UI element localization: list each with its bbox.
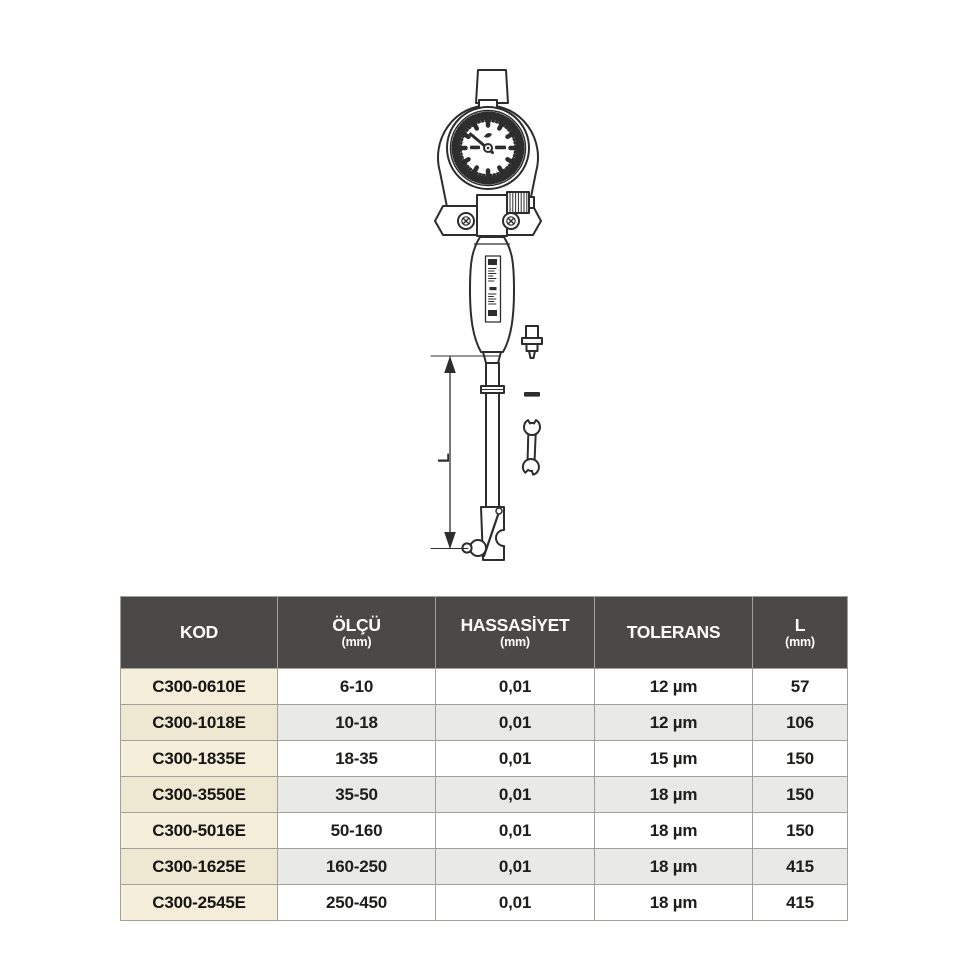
table-row <box>121 777 848 813</box>
spindle-stem <box>476 70 508 103</box>
data-cell: 18 µm <box>595 813 753 849</box>
data-cell: 0,01 <box>436 741 595 777</box>
kod-cell: C300-1835E <box>121 741 278 777</box>
col-header-hassasiyet: HASSASİYET (mm) <box>436 597 595 669</box>
data-cell: 0,01 <box>436 885 595 921</box>
kod-cell: C300-3550E <box>121 777 278 813</box>
table-row <box>121 813 848 849</box>
spare-bar-accessory <box>524 392 540 397</box>
table-row <box>121 741 848 777</box>
dial-face <box>447 107 529 189</box>
measuring-rod <box>481 352 504 507</box>
data-cell: 35-50 <box>278 777 436 813</box>
knurled-thumbwheel <box>507 192 534 213</box>
data-cell: 106 <box>753 705 848 741</box>
table-row <box>121 849 848 885</box>
kod-cell: C300-2545E <box>121 885 278 921</box>
col-header-olcu: ÖLÇÜ (mm) <box>278 597 436 669</box>
kod-cell: C300-1625E <box>121 849 278 885</box>
screw-right <box>503 213 519 229</box>
grip-handle <box>470 237 514 352</box>
measuring-head <box>462 507 504 560</box>
kod-cell: C300-5016E <box>121 813 278 849</box>
data-cell: 0,01 <box>436 813 595 849</box>
specification-table <box>120 596 847 921</box>
data-cell: 0,01 <box>436 849 595 885</box>
spec-table <box>120 596 848 921</box>
data-cell: 18 µm <box>595 885 753 921</box>
contact-point-accessory <box>522 326 542 358</box>
wrench-icon <box>523 420 540 475</box>
data-cell: 57 <box>753 669 848 705</box>
data-cell: 18 µm <box>595 777 753 813</box>
data-cell: 160-250 <box>278 849 436 885</box>
col-header-kod: KOD <box>121 597 278 669</box>
data-cell: 0,01 <box>436 777 595 813</box>
data-cell: 15 µm <box>595 741 753 777</box>
data-cell: 12 µm <box>595 705 753 741</box>
data-cell: 150 <box>753 813 848 849</box>
data-cell: 18 µm <box>595 849 753 885</box>
data-cell: 0,01 <box>436 669 595 705</box>
data-cell: 18-35 <box>278 741 436 777</box>
data-cell: 415 <box>753 849 848 885</box>
data-cell: 250-450 <box>278 885 436 921</box>
data-cell: 10-18 <box>278 705 436 741</box>
spec-table-header <box>121 597 848 669</box>
data-cell: 415 <box>753 885 848 921</box>
data-cell: 150 <box>753 777 848 813</box>
data-cell: 50-160 <box>278 813 436 849</box>
data-cell: 12 µm <box>595 669 753 705</box>
col-header-tolerans: TOLERANS <box>595 597 753 669</box>
kod-cell: C300-0610E <box>121 669 278 705</box>
kod-cell: C300-1018E <box>121 705 278 741</box>
table-row <box>121 669 848 705</box>
table-row <box>121 885 848 921</box>
data-cell: 0,01 <box>436 705 595 741</box>
data-cell: 6-10 <box>278 669 436 705</box>
data-cell: 150 <box>753 741 848 777</box>
screw-left <box>458 213 474 229</box>
table-row <box>121 705 848 741</box>
dimension-label: L <box>436 453 453 463</box>
spec-table-body <box>121 669 848 921</box>
col-header-l: L (mm) <box>753 597 848 669</box>
